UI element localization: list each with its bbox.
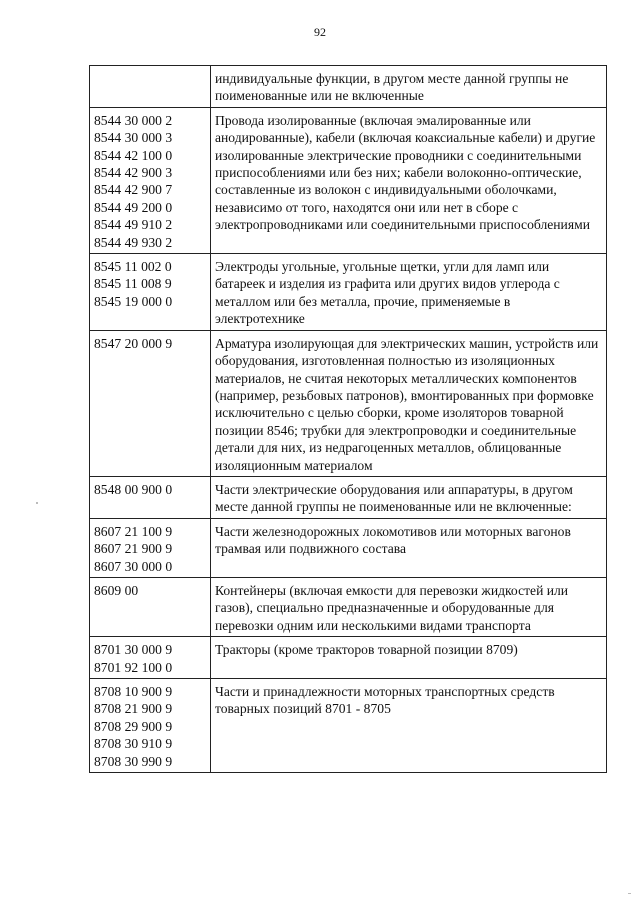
tnved-code: 8544 49 910 2 (94, 217, 173, 233)
tnved-codes-table (89, 65, 607, 773)
table-row (90, 518, 607, 577)
scan-speck (36, 502, 38, 504)
code-cell (90, 518, 211, 577)
tnved-code: 8544 30 000 2 (94, 112, 173, 128)
tnved-code: 8708 30 990 9 (94, 753, 173, 769)
tnved-code: 8708 21 900 9 (94, 701, 173, 717)
table-row (90, 637, 607, 679)
tnved-code: 8708 30 910 9 (94, 736, 173, 752)
table-row (90, 107, 607, 253)
tnved-code: 8548 00 900 0 (94, 481, 173, 497)
tnved-code: 8708 29 900 9 (94, 718, 173, 734)
code-cell (90, 476, 211, 518)
code-cell (90, 107, 211, 253)
tnved-code: 8607 30 000 0 (94, 558, 173, 574)
tnved-code: 8609 00 (94, 582, 139, 598)
tnved-code: 8545 11 008 9 (94, 276, 172, 292)
goods-description: Электроды угольные, угольные щетки, угли для ламп или батареек и изделия из графита или других видов углерода с металлом или без металла, прочие, применяемые в электротехнике (215, 259, 560, 327)
tnved-code: 8545 11 002 0 (94, 259, 172, 275)
code-cell (90, 254, 211, 331)
description-cell (211, 577, 607, 636)
description-cell (211, 518, 607, 577)
table-row (90, 577, 607, 636)
table-row (90, 476, 607, 518)
code-cell (90, 577, 211, 636)
tnved-code: 8708 10 900 9 (94, 684, 173, 699)
description-cell (211, 330, 607, 476)
code-cell (90, 679, 211, 773)
goods-description: Части железнодорожных локомотивов или моторных вагонов трамвая или подвижного состава (215, 523, 571, 557)
tnved-code: 8544 30 000 3 (94, 130, 173, 146)
page-number: 92 (314, 25, 326, 39)
description-cell (211, 476, 607, 518)
goods-description: Части и принадлежности моторных транспортных средств товарных позиций 8701 - 8705 (215, 684, 555, 717)
code-cell (90, 330, 211, 476)
description-cell (211, 679, 607, 773)
table-row (90, 66, 607, 108)
description-cell (211, 254, 607, 331)
goods-description: Арматура изолирующая для электрических машин, устройств или оборудования, изготовленная полностью из изоляционных материалов, не считая некоторых металлических компонентов (например, резьбовых патронов), вмонтированных при формовке исключительно с целью сборки, кроме изоляторов товарной позиции 8546; трубки для электропроводки и соединительные детали для них, из недрагоценных металлов, облицованные изоляционным материалом (215, 335, 599, 473)
table-row (90, 254, 607, 331)
code-cell (90, 637, 211, 679)
code-cell (90, 66, 211, 108)
tnved-code: 8544 49 200 0 (94, 199, 173, 215)
description-cell (211, 637, 607, 679)
goods-description: Тракторы (кроме тракторов товарной позиции 8709) (215, 642, 518, 658)
tnved-code: 8544 42 900 3 (94, 165, 173, 181)
tnved-code: 8544 42 900 7 (94, 182, 173, 198)
tnved-code: 8701 92 100 0 (94, 659, 173, 675)
table-row (90, 679, 607, 773)
tnved-code: 8547 20 000 9 (94, 335, 173, 351)
tnved-code: 8607 21 100 9 (94, 523, 173, 539)
scan-speck (628, 893, 631, 894)
tnved-code: 8544 49 930 2 (94, 234, 173, 250)
table-body (90, 66, 607, 773)
description-cell (211, 107, 607, 253)
tnved-code: 8607 21 900 9 (94, 541, 173, 557)
goods-description: индивидуальные функции, в другом месте данной группы не поименованные или не включенные (215, 71, 569, 104)
tnved-code: 8544 42 100 0 (94, 147, 173, 163)
tnved-code: 8545 19 000 0 (94, 293, 173, 309)
goods-description: Провода изолированные (включая эмалированные или анодированные), кабели (включая коаксиальные кабели) и другие изолированные электрические проводники с соединительными приспособлениями или без них; кабели волоконно-оптические, составленные из волокон с индивидуальными оболочками, независимо от того, находятся они или нет в сборе с электропроводниками или соединительными приспособлениями (215, 112, 596, 233)
tnved-code: 8701 30 000 9 (94, 642, 173, 658)
description-cell (211, 66, 607, 108)
goods-description: Части электрические оборудования или аппаратуры, в другом месте данной группы не поименованные или не включенные: (215, 481, 573, 515)
goods-description: Контейнеры (включая емкости для перевозки жидкостей или газов), специально предназначенные и оборудованные для перевозки одним или несколькими видами транспорта (215, 582, 569, 633)
table-row (90, 330, 607, 476)
